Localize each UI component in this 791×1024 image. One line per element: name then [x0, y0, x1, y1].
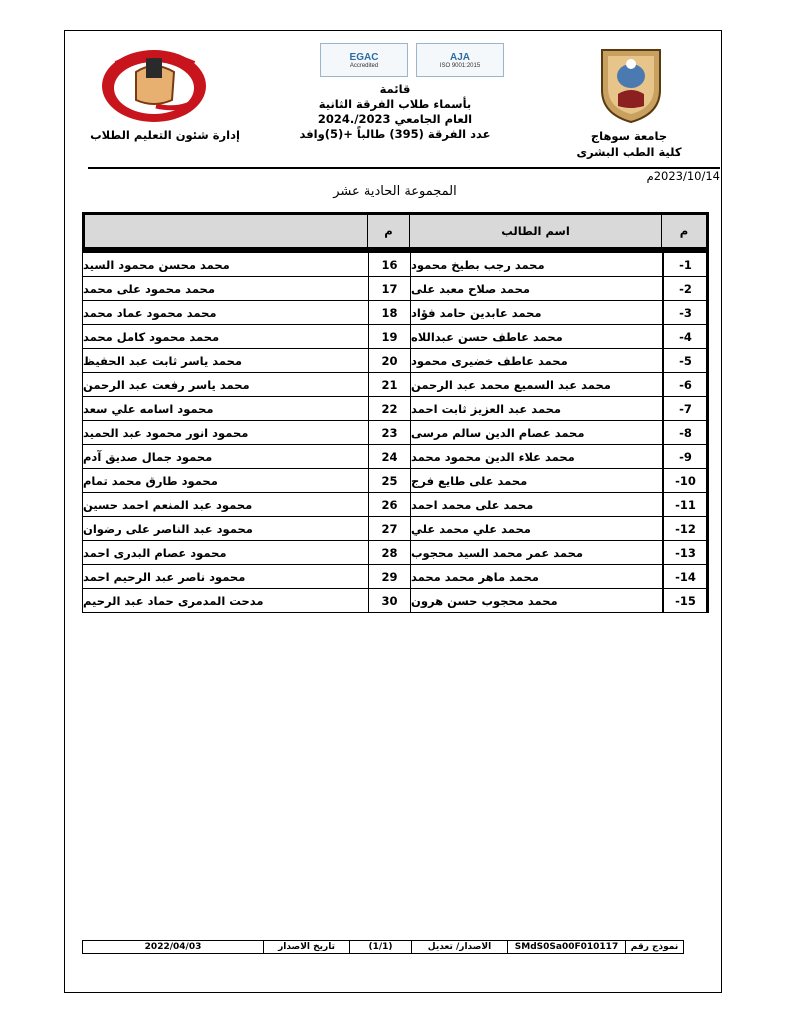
footer-edition-value: (1/1) [349, 941, 411, 953]
row-number-2: 16 [369, 253, 411, 276]
row-number-2: 22 [369, 397, 411, 420]
student-name: محمد رجب بطيخ محمود [411, 253, 663, 276]
table-row [82, 373, 709, 397]
student-name: محمد عمر محمد السيد محجوب [411, 541, 663, 564]
table-row [82, 421, 709, 445]
student-name: محمد علي محمد علي [411, 517, 663, 540]
footer-form-label: نموذج رقم [625, 941, 683, 953]
student-name-2: محمود طارق محمد تمام [83, 469, 369, 492]
aja-certificate-badge: AJA ISO 9001:2015 [416, 43, 504, 77]
row-number-2: 21 [369, 373, 411, 396]
row-number: -15 [663, 589, 707, 612]
row-number: -13 [663, 541, 707, 564]
header-empty [85, 215, 367, 247]
row-number-2: 17 [369, 277, 411, 300]
footer-date-label: تاريخ الاصدار [263, 941, 349, 953]
student-name: محمد على محمد احمد [411, 493, 663, 516]
student-name-2: محمود ناصر عبد الرحيم احمد [83, 565, 369, 588]
header-divider [88, 167, 720, 169]
student-name-2: محمود انور محمود عبد الحميد [83, 421, 369, 444]
student-name: محمد علاء الدين محمود محمد [411, 445, 663, 468]
student-name: محمد عبد العزيز ثابت احمد [411, 397, 663, 420]
table-row [82, 565, 709, 589]
student-name: محمد عاطف خضيرى محمود [411, 349, 663, 372]
row-number: -5 [663, 349, 707, 372]
student-name: محمد عاطف حسن عبداللاه [411, 325, 663, 348]
row-number-2: 30 [369, 589, 411, 612]
row-number: -14 [663, 565, 707, 588]
student-name-2: محمد محمود على محمد [83, 277, 369, 300]
students-table [82, 212, 709, 613]
title-line-3: العام الجامعي 2023/.2024 [317, 112, 473, 126]
row-number: -7 [663, 397, 707, 420]
row-number-2: 27 [369, 517, 411, 540]
header-num-2: م [367, 215, 409, 247]
table-row [82, 541, 709, 565]
row-number: -8 [663, 421, 707, 444]
student-name-2: محمد محسن محمود السيد [83, 253, 369, 276]
title-line-4: عدد الفرقة (395) طالباً +(5)وافد [299, 127, 491, 141]
document-title [270, 82, 520, 142]
table-row [82, 517, 709, 541]
student-name: محمد محجوب حسن هرون [411, 589, 663, 612]
student-name: محمد عصام الدين سالم مرسى [411, 421, 663, 444]
table-row [82, 589, 709, 613]
row-number: -10 [663, 469, 707, 492]
header-student-name: اسم الطالب [409, 215, 661, 247]
student-name: محمد على طايع فرج [411, 469, 663, 492]
row-number-2: 29 [369, 565, 411, 588]
student-name: محمد عبد السميع محمد عبد الرحمن [411, 373, 663, 396]
row-number: -4 [663, 325, 707, 348]
row-number: -3 [663, 301, 707, 324]
table-body [82, 250, 709, 613]
faculty-name: كلية الطب البشرى [576, 145, 682, 159]
table-row [82, 469, 709, 493]
document-date: 2023/10/14م [646, 169, 720, 183]
table-row [82, 349, 709, 373]
footer-edition-label: الاصدار/ تعديل [411, 941, 507, 953]
student-name-2: محمد ياسر ثابت عبد الحفيظ [83, 349, 369, 372]
student-name-2: محمود عصام البدرى احمد [83, 541, 369, 564]
row-number: -1 [663, 253, 707, 276]
row-number-2: 24 [369, 445, 411, 468]
table-row [82, 445, 709, 469]
student-name: محمد صلاح معبد على [411, 277, 663, 300]
header-num: م [661, 215, 706, 247]
student-name: محمد عابدين حامد فؤاد [411, 301, 663, 324]
table-row [82, 277, 709, 301]
row-number-2: 26 [369, 493, 411, 516]
table-row [82, 397, 709, 421]
egac-certificate-badge: EGAC Accredited [320, 43, 408, 77]
student-name-2: مدحت المدمرى حماد عبد الرحيم [83, 589, 369, 612]
row-number-2: 20 [369, 349, 411, 372]
row-number: -9 [663, 445, 707, 468]
row-number: -11 [663, 493, 707, 516]
student-name-2: محمود اسامه علي سعد [83, 397, 369, 420]
footer-date-value: 2022/04/03 [144, 942, 202, 952]
student-name-2: محمود عبد المنعم احمد حسين [83, 493, 369, 516]
row-number: -12 [663, 517, 707, 540]
student-name: محمد ماهر محمد محمد [411, 565, 663, 588]
row-number-2: 23 [369, 421, 411, 444]
row-number: -6 [663, 373, 707, 396]
form-footer [82, 940, 684, 954]
row-number-2: 28 [369, 541, 411, 564]
student-name-2: محمد محمود كامل محمد [83, 325, 369, 348]
table-row [82, 325, 709, 349]
student-name-2: محمد ياسر رفعت عبد الرحمن [83, 373, 369, 396]
certification-logos [318, 42, 506, 78]
table-row [82, 301, 709, 325]
row-number-2: 19 [369, 325, 411, 348]
row-number-2: 25 [369, 469, 411, 492]
footer-form-value: SMdS0Sa00F010117 [507, 941, 625, 953]
student-name-2: محمود عبد الناصر على رضوان [83, 517, 369, 540]
row-number: -2 [663, 277, 707, 300]
group-title: المجموعة الحادية عشر [333, 184, 457, 199]
table-row [82, 493, 709, 517]
university-name-block [570, 128, 688, 160]
university-logo [596, 42, 666, 124]
faculty-logo [96, 42, 214, 126]
title-line-1: قائمة [379, 82, 411, 96]
university-name: جامعة سوهاج [590, 129, 668, 143]
student-name-2: محمود جمال صديق آدم [83, 445, 369, 468]
department-name: إدارة شئون التعليم الطلاب [90, 128, 240, 142]
row-number-2: 18 [369, 301, 411, 324]
student-name-2: محمد محمود عماد محمد [83, 301, 369, 324]
table-row [82, 250, 709, 277]
table-header [82, 212, 709, 250]
title-line-2: بأسماء طلاب الفرقة الثانية [318, 97, 472, 111]
